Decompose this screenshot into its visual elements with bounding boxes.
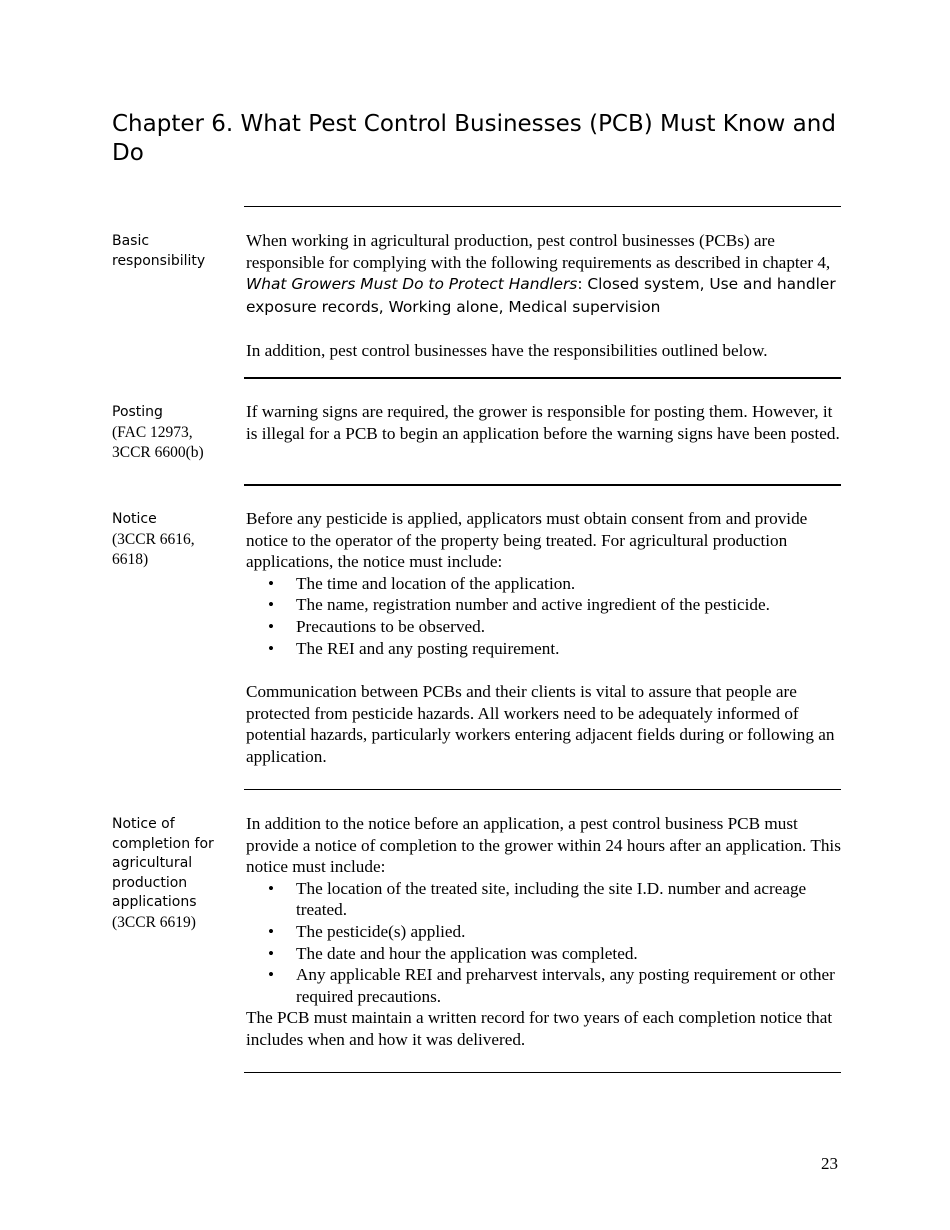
section-label-notice bbox=[112, 510, 232, 570]
section-label-posting bbox=[112, 403, 232, 463]
section-heading: Notice of completion for agricultural production applications bbox=[112, 816, 214, 910]
paragraph: In addition, pest control businesses have the responsibilities outlined below. bbox=[246, 341, 768, 361]
section-heading: Posting bbox=[112, 404, 163, 420]
bullet-list bbox=[246, 573, 841, 659]
list-item: • The time and location of the application. bbox=[246, 573, 841, 595]
paragraph: The PCB must maintain a written record for two years of each completion notice that includes when and how it was delivered. bbox=[246, 1008, 833, 1049]
paragraph-text-sans: : Closed system, Use and handler exposure records, Working alone, Medical supervision bbox=[246, 275, 836, 316]
list-item: • The pesticide(s) applied. bbox=[246, 921, 841, 943]
divider bbox=[244, 377, 841, 379]
section-label-notice-of-completion bbox=[112, 815, 232, 933]
list-item: • The REI and any posting requirement. bbox=[246, 638, 841, 660]
list-item: • The date and hour the application was completed. bbox=[246, 943, 841, 965]
section-body-basic-responsibility bbox=[246, 230, 841, 362]
list-item: • The location of the treated site, including the site I.D. number and acreage treated. bbox=[246, 878, 841, 921]
divider bbox=[244, 1072, 841, 1073]
page-number: 23 bbox=[821, 1154, 838, 1173]
paragraph: Communication between PCBs and their clients is vital to assure that people are protected from pesticide hazards. All workers need to be adequately informed of potential hazards, particularly workers entering adjacent fields during or following an application. bbox=[246, 682, 835, 766]
section-body-notice bbox=[246, 508, 841, 768]
list-item: • The name, registration number and active ingredient of the pesticide. bbox=[246, 594, 841, 616]
regulation-reference: (3CCR 6619) bbox=[112, 913, 196, 931]
list-item: • Precautions to be observed. bbox=[246, 616, 841, 638]
section-body-posting bbox=[246, 401, 841, 444]
list-item: • Any applicable REI and preharvest intervals, any posting requirement or other required precautions. bbox=[246, 964, 841, 1007]
section-label-basic-responsibility bbox=[112, 232, 232, 271]
divider bbox=[244, 484, 841, 486]
chapter-title: Chapter 6. What Pest Control Businesses (PCB) Must Know and Do bbox=[112, 111, 836, 166]
divider bbox=[244, 789, 841, 790]
divider bbox=[244, 206, 841, 207]
regulation-reference: (3CCR 6616, 6618) bbox=[112, 530, 195, 568]
section-heading: Basic responsibility bbox=[112, 233, 206, 269]
paragraph: Before any pesticide is applied, applicators must obtain consent from and provide notice to the operator of the property being treated. For agricultural production applications, the notice must include: bbox=[246, 509, 808, 572]
paragraph: If warning signs are required, the grower is responsible for posting them. However, it is illegal for a PCB to begin an application before the warning signs have been posted. bbox=[246, 402, 840, 443]
regulation-reference: (FAC 12973, 3CCR 6600(b) bbox=[112, 423, 204, 461]
bullet-list bbox=[246, 878, 841, 1008]
paragraph bbox=[246, 230, 841, 318]
section-body-notice-of-completion bbox=[246, 813, 841, 1051]
paragraph-text: When working in agricultural production, pest control businesses (PCBs) are responsible for complying with the following requirements as described in chapter 4, bbox=[246, 231, 831, 272]
chapter-reference: What Growers Must Do to Protect Handlers bbox=[246, 275, 578, 294]
section-heading: Notice bbox=[112, 511, 157, 527]
paragraph: In addition to the notice before an application, a pest control business PCB must provide a notice of completion to the grower within 24 hours after an application. This notice must include: bbox=[246, 814, 841, 877]
